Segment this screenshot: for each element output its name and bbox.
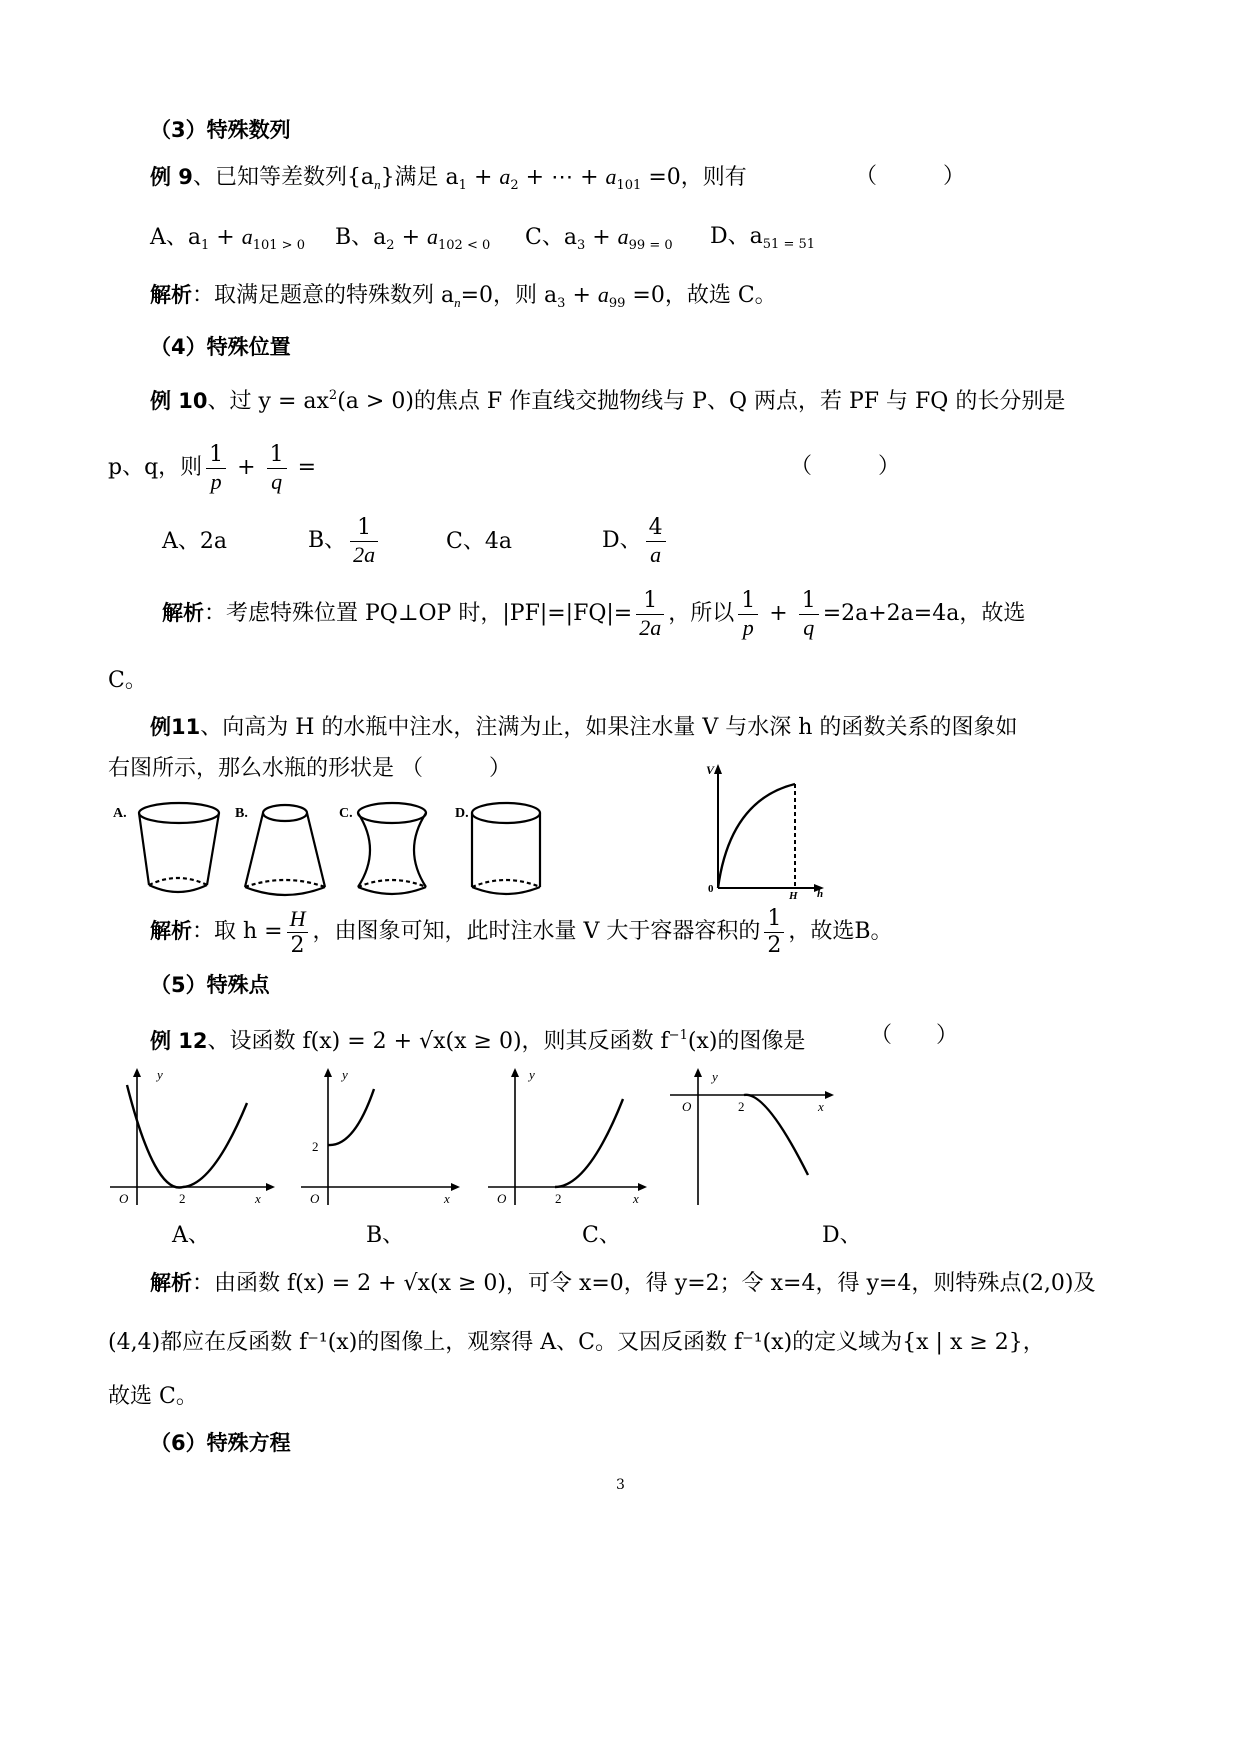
option-d: D、 $\frac{4}{a}$ [602, 513, 670, 569]
section-title: （4）特殊位置 [150, 335, 291, 359]
answer-paren: （ ） [790, 454, 901, 479]
solution-12-line2: (4,4)都应在反函数 f⁻¹(x)的图像上，观察得 A、C。又因反函数 f⁻¹(x)的定义域为{x | x ≥ 2}， [108, 1330, 1045, 1355]
svg-text:x: x [444, 1191, 450, 1206]
solution-11: 解析：取 h = $\frac{H}{2}$ ，由图象可知，此时注水量 V 大于容器容积的 $\frac{1}{2}$ ，故选B。 [150, 905, 893, 958]
svg-text:V: V [706, 763, 715, 777]
bottle-c-label: C. [339, 806, 353, 821]
svg-text:x: x [818, 1099, 824, 1114]
svg-text:O: O [682, 1099, 692, 1114]
svg-text:y: y [342, 1067, 348, 1082]
solution-12: 解析：由函数 f(x) = 2 + √x(x ≥ 0)，可令 x=0，得 y=2；令 x=4，得 y=4，则特殊点(2,0)及 [150, 1271, 1096, 1296]
option-c: C、4a [446, 529, 512, 554]
bottle-options-figure [105, 795, 565, 905]
graph-option-a [105, 1065, 280, 1215]
svg-text:2: 2 [179, 1191, 186, 1206]
svg-text:x: x [255, 1191, 261, 1206]
svg-text:0: 0 [708, 883, 714, 895]
section-title: （6）特殊方程 [150, 1431, 291, 1455]
example-label: 例 9 [150, 165, 193, 189]
solution-10: 解析：考虑特殊位置 PQ⊥OP 时，|PF|=|FQ|= $\frac{1}{2a}$ ，所以 $\frac{1}{p}$ + $\frac{1}{q}$ =2a+2a=4a，故选 [162, 587, 1026, 640]
option-a: A、$a_1 + a_{101 > 0}$ [150, 224, 305, 253]
svg-text:2: 2 [555, 1191, 562, 1206]
example-9-stem: 例 9、已知等差数列$\{a_n\}$满足 $a_1 + a_2$ + ⋯ + $a_{101} =0$，则有 [150, 164, 747, 193]
svg-text:y: y [157, 1067, 163, 1082]
graph-option-c [483, 1065, 653, 1215]
page-number: 3 [616, 1477, 625, 1493]
option-b: B、$a_2 + a_{102 < 0}$ [335, 224, 491, 253]
svg-text:H: H [789, 890, 798, 900]
svg-text:O: O [119, 1191, 129, 1206]
bottle-a [139, 803, 219, 892]
section-title: （5）特殊点 [150, 973, 270, 997]
solution-12-line3: 故选 C。 [108, 1384, 198, 1409]
bottle-b-label: B. [235, 806, 248, 821]
volume-depth-graph [700, 760, 840, 900]
graph-option-b [296, 1065, 466, 1215]
svg-text:2: 2 [312, 1139, 319, 1154]
example-10-stem: 例 10、过 $y = ax^2(a > 0)$的焦点 F 作直线交抛物线与 P、Q 两点，若 PF 与 FQ 的长分别是 [150, 388, 1066, 414]
svg-text:x: x [633, 1191, 639, 1206]
solution-9: 解析：取满足题意的特殊数列 $a_n=0$，则 $a_3 + a_{99} =0$，故选 C。 [150, 282, 777, 311]
option-a: A、2a [162, 529, 228, 554]
svg-text:y: y [529, 1067, 535, 1082]
volume-curve [718, 784, 795, 888]
svg-text:h: h [817, 888, 824, 900]
graph-option-d [668, 1065, 843, 1215]
example-11-stem: 例11、向高为 H 的水瓶中注水，注满为止，如果注水量 V 与水深 h 的函数关系的图象如 [150, 715, 1018, 740]
svg-text:O: O [310, 1191, 320, 1206]
bottle-a-label: A. [113, 806, 127, 821]
example-10-question: p、q，则 $\frac{1}{p}$ + $\frac{1}{q}$ = [108, 441, 317, 494]
solution-10-end: C。 [108, 668, 147, 693]
graph-a-label: A、 [172, 1223, 210, 1248]
graph-b-label: B、 [366, 1223, 405, 1248]
bottle-b [245, 805, 325, 895]
option-d: D、$a_{51 = 51}$ [710, 224, 816, 252]
option-b: B、 $\frac{1}{2a}$ [308, 513, 382, 569]
bottle-d-label: D. [455, 806, 469, 821]
graph-d-label: D、 [822, 1223, 862, 1248]
example-12-stem: 例 12、设函数 f(x) = 2 + √x(x ≥ 0)，则其反函数 $f^{-1}(x)$的图像是 [150, 1028, 806, 1054]
bottle-c [358, 803, 426, 894]
option-c: C、$a_3 + a_{99 = 0}$ [525, 224, 673, 253]
graph-c-label: C、 [582, 1223, 621, 1248]
svg-text:2: 2 [738, 1099, 745, 1114]
svg-text:O: O [497, 1191, 507, 1206]
answer-paren: （ ） [855, 164, 966, 189]
section-title: （3）特殊数列 [150, 118, 291, 142]
answer-paren: （ ） [870, 1023, 959, 1048]
example-11-stem2: 右图所示，那么水瓶的形状是 （ ） [108, 756, 512, 781]
bottle-d [472, 803, 540, 894]
svg-text:y: y [712, 1069, 718, 1084]
